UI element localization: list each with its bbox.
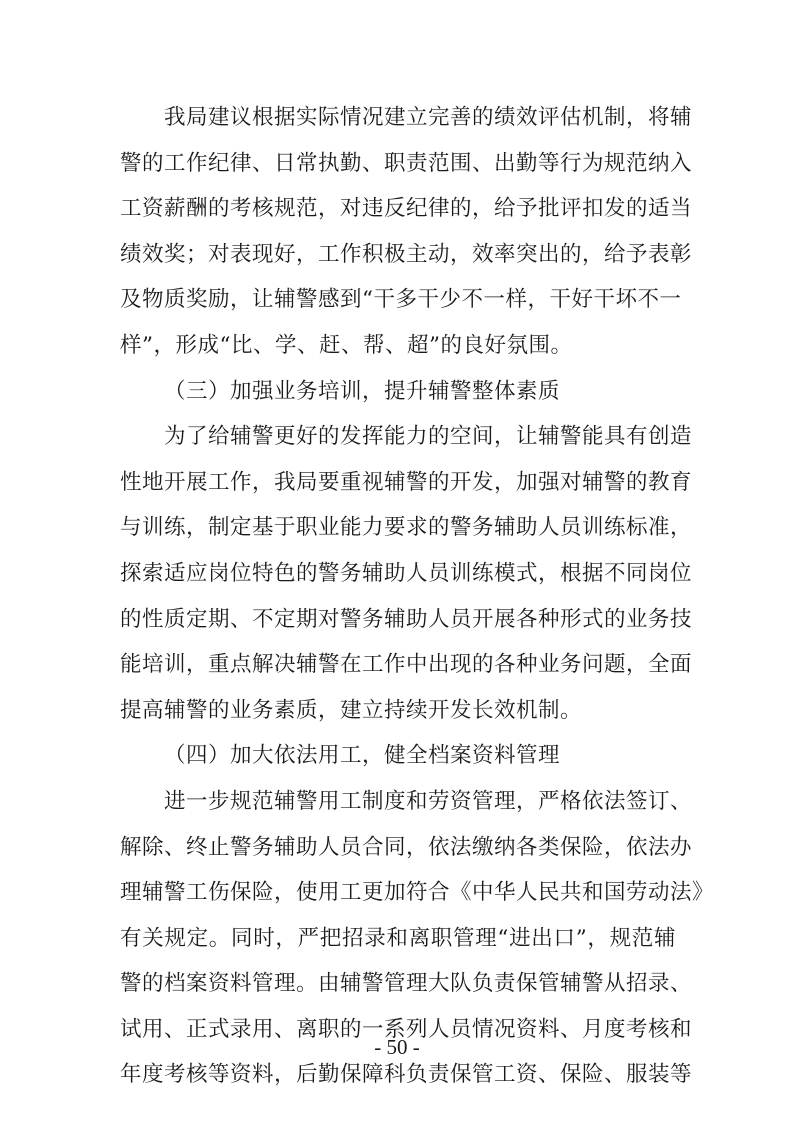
paragraph-line: 理辅警工伤保险，使用工更加符合《中华人民共和国劳动法》 [120, 880, 715, 906]
paragraph-line: 为了给辅警更好的发挥能力的空间，让辅警能具有创造 [164, 424, 693, 450]
paragraph-line: 警的档案资料管理。由辅警管理大队负责保管辅警从招录、 [120, 971, 693, 997]
paragraph-line: 试用、正式录用、离职的一系列人员情况资料、月度考核和 [120, 1016, 693, 1042]
paragraph-line: 的性质定期、不定期对警务辅助人员开展各种形式的业务技 [120, 606, 693, 632]
paragraph-line: 及物质奖励，让辅警感到“干多干少不一样，干好干坏不一 [120, 287, 682, 313]
paragraph-line: 能培训，重点解决辅警在工作中出现的各种业务问题，全面 [120, 652, 693, 678]
paragraph-line: 与训练，制定基于职业能力要求的警务辅助人员训练标准， [120, 515, 693, 541]
page-number: - 50 - [374, 1035, 420, 1059]
paragraph-line: 性地开展工作，我局要重视辅警的开发，加强对辅警的教育 [120, 469, 693, 495]
paragraph-line: 我局建议根据实际情况建立完善的绩效评估机制，将辅 [164, 105, 693, 130]
section-heading-4: （四）加大依法用工，健全档案资料管理 [164, 743, 561, 769]
paragraph-line: 解除、终止警务辅助人员合同，依法缴纳各类保险，依法办 [120, 834, 693, 860]
paragraph-line: 样”，形成“比、学、赶、帮、超”的良好氛围。 [120, 332, 573, 358]
paragraph-line: 提高辅警的业务素质，建立持续开发长效机制。 [120, 697, 583, 723]
paragraph-line: 年度考核等资料，后勤保障科负责保管工资、保险、服装等 [120, 1062, 693, 1088]
paragraph-line: 探索适应岗位特色的警务辅助人员训练模式，根据不同岗位 [120, 560, 693, 586]
paragraph-line: 工资薪酬的考核规范，对违反纪律的，给予批评扣发的适当 [120, 196, 693, 222]
paragraph-line: 有关规定。同时，严把招录和离职管理“进出口”，规范辅 [120, 925, 676, 951]
paragraph-line: 绩效奖；对表现好，工作积极主动，效率突出的，给予表彰 [120, 241, 693, 267]
paragraph-line: 警的工作纪律、日常执勤、职责范围、出勤等行为规范纳入 [120, 150, 693, 176]
paragraph-line: 进一步规范辅警用工制度和劳资管理，严格依法签订、 [164, 788, 693, 814]
body-text [120, 95, 715, 1098]
section-heading-3: （三）加强业务培训，提升辅警整体素质 [164, 378, 561, 404]
